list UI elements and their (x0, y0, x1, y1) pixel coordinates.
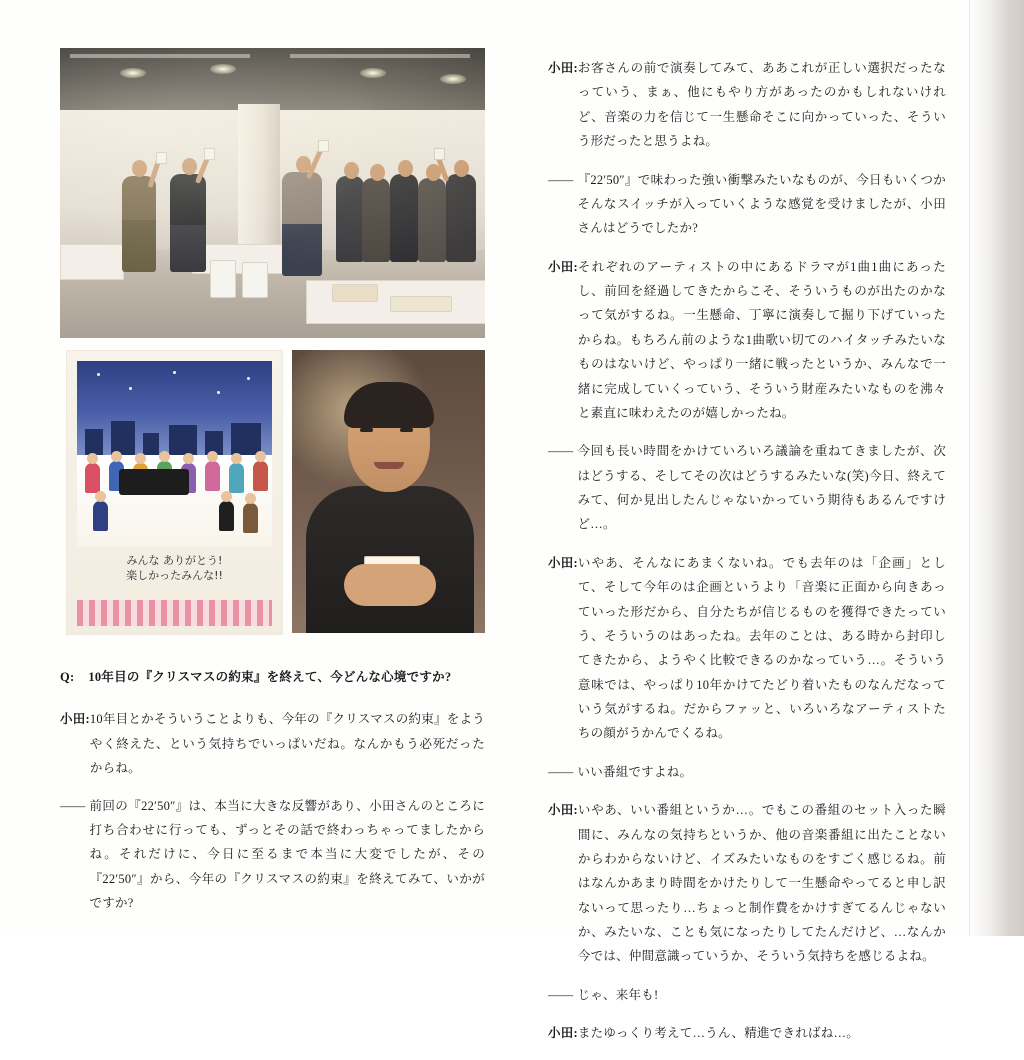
question-marker: Q: (60, 670, 75, 684)
star (173, 371, 176, 374)
person-hands (344, 564, 436, 606)
person (122, 176, 156, 272)
building (143, 433, 159, 455)
paragraph-text: お客さんの前で演奏してみて、ああこれが正しい選択だったなっていう、まぁ、他にもやり方があったのかもしれないけれど、音楽の力を信じて一生懸命そこに向かっていった、そういう形だったと思うよね。 (577, 61, 946, 149)
character (219, 501, 234, 531)
paragraph-text: いい番組ですよね。 (577, 764, 693, 779)
piano (119, 469, 189, 495)
character-head (221, 491, 232, 502)
paragraph-text: 今回も長い時間をかけていろいろ議論を重ねてきましたが、次はどうする、そしてその次はどうするみたいな(笑)今日、終えてみて、何か見出したんじゃないかっていう期待もあるんですけど…。 (577, 444, 946, 532)
question-text: 10年目の『クリスマスの約束』を終えて、今どんな心境ですか? (88, 670, 452, 684)
person (390, 174, 418, 262)
paragraph-text: 前回の『22′50″』は、本当に大きな反響があり、小田さんのところに打ち合わせに行っても、ずっとその話で終わっちゃってましたからね。それだけに、今日に至るまで本当に大変でしたが、その『22′50″』から、今年の『クリスマスの約束』を終えてみて、いかがですか? (89, 798, 485, 910)
poster-message-line1: みんな ありがとう! (126, 554, 223, 568)
building (85, 429, 103, 455)
paragraph-text: それぞれのアーティストの中にあるドラマが1曲1曲にあったし、前回を経過してきたからこそ、そういうものが出たのかなって気がするね。一生懸命、丁寧に演奏して掘り下げていったからね。もちろん前のような1曲歌い切てのハイタッチみたいなものはないけど、やっぱり一緒に戦ったというか、みんなで一緒に完成していくっていう、そういう財産みたいなものを沸々と素直に味わえたのが嬉しかったね。 (577, 259, 946, 420)
cup (318, 140, 329, 152)
person (446, 174, 476, 262)
character-head (207, 451, 218, 462)
paragraph (60, 794, 485, 916)
question-heading (60, 665, 485, 689)
star (97, 373, 100, 376)
poster-photo (66, 350, 283, 635)
building (231, 423, 261, 455)
speaker-label: 小田: (548, 803, 578, 818)
paragraph (548, 798, 946, 969)
star (247, 377, 250, 380)
party-photo (60, 48, 485, 338)
poster-message-line2: 楽しかったみんな!! (126, 569, 223, 582)
shopping-bag (242, 262, 268, 298)
character-head (111, 451, 122, 462)
person-head (132, 160, 147, 177)
character (229, 463, 244, 493)
character (85, 463, 100, 493)
poster-border-pattern (77, 600, 272, 626)
paragraph (548, 551, 946, 746)
table (60, 244, 124, 280)
speaker-label: 小田: (60, 712, 90, 727)
spot-light (360, 68, 386, 78)
person-mouth (374, 462, 404, 469)
cup (204, 148, 215, 160)
interviewer-dash: —— (548, 987, 574, 1002)
person (282, 172, 322, 276)
character-head (183, 453, 194, 464)
light-bar (290, 54, 470, 58)
character-head (87, 453, 98, 464)
pillar (238, 104, 280, 266)
cup (156, 152, 167, 164)
person (336, 176, 364, 262)
building (111, 421, 135, 455)
photo-row (60, 350, 485, 633)
person-head (398, 160, 413, 177)
right-column (548, 56, 946, 1060)
character (253, 461, 268, 491)
character-head (231, 453, 242, 464)
spot-light (440, 74, 466, 84)
light-bar (70, 54, 250, 58)
spot-light (120, 68, 146, 78)
left-qa-block (60, 665, 485, 928)
interviewer-dash: —— (548, 764, 574, 779)
person-head (370, 164, 385, 181)
person-eye (360, 428, 373, 432)
speaker-label: 小田: (548, 259, 578, 274)
food-tray (332, 284, 378, 302)
paragraph (548, 255, 946, 426)
paragraph (60, 707, 485, 780)
star (129, 387, 132, 390)
paragraph (548, 168, 946, 241)
paragraph (548, 983, 946, 1007)
poster-night-sky (77, 361, 272, 455)
star (217, 391, 220, 394)
portrait-photo (292, 350, 485, 633)
character-head (135, 453, 146, 464)
page-gutter-shadow (970, 0, 1024, 936)
paragraph (548, 760, 946, 784)
paragraph (548, 56, 946, 154)
paragraph (548, 439, 946, 537)
interviewer-dash: —— (548, 444, 574, 459)
character-head (159, 451, 170, 462)
paragraph-text: 『22′50″』で味わった強い衝撃みたいなものが、今日もいくつかそんなスイッチが入っていくような感覚を受けましたが、小田さんはどうでしたか? (577, 172, 946, 236)
person-head (182, 158, 197, 175)
character (243, 503, 258, 533)
paragraph-text: いやあ、いい番組というか…。でもこの番組のセット入った瞬間に、みんなの気持ちというか、他の音楽番組に出たことないからわからないけど、イズみたいなものをすごく感じるね。前はなんかあまり時間をかけたりして一生懸命やってると申し訳ないって思ったり…ちょっと制作費をかけすぎてるんじゃないか、みたいな、ことも気になったりしてたんだけど、…なんか今では、仲間意識っていうか、そういう気持ちを感じるよね。 (577, 803, 946, 964)
spot-light (210, 64, 236, 74)
interviewer-dash: —— (548, 172, 574, 187)
person-head (454, 160, 469, 177)
person-eye (400, 428, 413, 432)
cup (434, 148, 445, 160)
character (205, 461, 220, 491)
person (418, 178, 446, 262)
person (362, 178, 390, 262)
table (192, 244, 286, 274)
character-head (95, 491, 106, 502)
poster-message (77, 551, 272, 587)
shopping-bag (210, 260, 236, 298)
left-column (60, 48, 485, 633)
person-head (344, 162, 359, 179)
paragraph-text: いやあ、そんなにあまくないね。でも去年のは「企画」として、そして今年のは企画というより「音楽に正面から向きあっていった形だから、自分たちが信じるものを獲得できたっていう、そういうのはあったね。去年のことは、ある時から封印してきたから、ようやく比較できるのかなっていう…。そういう意味では、やっぱり10年かけてたどり着いたものなんだなっていう気がするね。だからファッと、いろいろなアーティストたちの顔がうかんでくるね。 (577, 555, 946, 741)
building (169, 425, 197, 455)
character (93, 501, 108, 531)
speaker-label: 小田: (548, 1026, 578, 1041)
person (170, 174, 206, 272)
character-head (245, 493, 256, 504)
character-head (255, 451, 266, 462)
paragraph-text: じゃ、来年も! (577, 987, 659, 1002)
speaker-label: 小田: (548, 61, 578, 75)
paragraph-text: 10年目とかそういうことよりも、今年の『クリスマスの約束』をようやく終えた、という気持ちでいっぱいだね。なんかもう必死だったからね。 (89, 712, 485, 776)
paragraph (548, 1021, 946, 1045)
food-tray (390, 296, 452, 312)
interviewer-dash: —— (60, 798, 86, 813)
speaker-label: 小田: (548, 555, 578, 570)
paragraph-text: またゆっくり考えて…うん、精進できればね…。 (577, 1026, 860, 1041)
